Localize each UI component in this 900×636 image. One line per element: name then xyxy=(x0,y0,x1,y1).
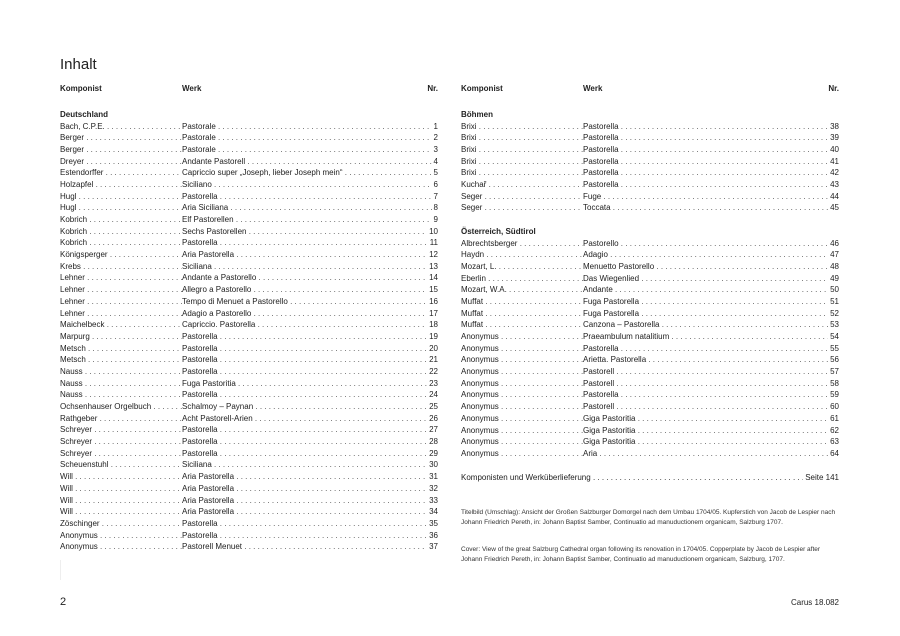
work-number: 55 xyxy=(830,343,839,353)
work-title: Giga Pastoritia . . . xyxy=(583,425,839,437)
composer-name: Hugl . . . xyxy=(60,202,182,214)
work-number: 16 xyxy=(429,296,438,306)
composer-name: Zöschinger . . . xyxy=(60,518,182,530)
header-work: Werk xyxy=(583,84,603,93)
work-number: 59 xyxy=(830,390,839,400)
composer-name: Rathgeber . . . xyxy=(60,413,182,425)
work-title: Pastorale . . . xyxy=(182,132,438,144)
toc-entry xyxy=(461,378,839,390)
header-composer: Komponist xyxy=(60,84,102,93)
toc-entry xyxy=(461,284,839,296)
work-title: Pastorella . . . xyxy=(182,448,438,460)
toc-entry xyxy=(461,425,839,437)
composer-name: Anonymus . . . xyxy=(461,413,583,425)
header-work: Werk xyxy=(182,84,202,93)
work-title: Andante . . . xyxy=(583,284,839,296)
toc-entry xyxy=(461,179,839,191)
toc-entry xyxy=(60,471,438,483)
work-title: Pastorale . . . xyxy=(182,121,438,133)
composer-name: Anonymus . . . xyxy=(461,378,583,390)
composer-name: Anonymus . . . xyxy=(461,425,583,437)
work-title: Pastorell . . . xyxy=(583,401,839,413)
toc-list xyxy=(461,238,839,460)
page-number: 2 xyxy=(60,596,67,608)
toc-entry xyxy=(461,167,839,179)
work-number: 27 xyxy=(429,425,438,435)
work-number: 11 xyxy=(429,238,438,248)
toc-entry xyxy=(60,436,438,448)
work-number: 2 xyxy=(433,133,438,143)
work-number: 50 xyxy=(830,285,839,295)
reference-page: Seite 141 xyxy=(805,472,839,482)
work-title: Pastorell . . . xyxy=(583,378,839,390)
work-number: 38 xyxy=(830,121,839,131)
work-title: Sechs Pastorellen . . . xyxy=(182,226,438,238)
work-title: Aria Pastorella . . . xyxy=(182,495,438,507)
toc-entry xyxy=(461,121,839,133)
composer-name: Scheuenstuhl . . . xyxy=(60,459,182,471)
work-number: 5 xyxy=(433,168,438,178)
toc-list xyxy=(461,121,839,215)
work-title: Pastorella . . . xyxy=(583,132,839,144)
toc-entry xyxy=(461,156,839,168)
work-title: Aria Pastorella . . . xyxy=(182,471,438,483)
composer-name: Brixi . . . xyxy=(461,121,583,133)
composer-name: Anonymus . . . xyxy=(461,354,583,366)
work-number: 18 xyxy=(429,320,438,330)
work-number: 62 xyxy=(830,425,839,435)
toc-entry xyxy=(60,132,438,144)
toc-entry xyxy=(60,296,438,308)
toc-entry xyxy=(60,308,438,320)
composer-name: Marpurg . . . xyxy=(60,331,182,343)
composer-name: Will . . . xyxy=(60,471,182,483)
work-title: Pastorello . . . xyxy=(583,238,839,250)
work-title: Pastorella . . . xyxy=(182,331,438,343)
work-title: Pastorella . . . xyxy=(583,389,839,401)
caption-german: Titelbild (Umschlag): Ansicht der Großen Salzburger Domorgel nach dem Umbau 1704/05. Kupferstich von Jacob de Lespier nach Johann Friedrich Pereth, in: Johann Baptist Samber, Continuatio ad manuductionem organicam, Salzburg 1707. xyxy=(461,509,836,526)
toc-entry xyxy=(461,331,839,343)
toc-entry xyxy=(461,273,839,285)
composer-name: Muffat . . . xyxy=(461,308,583,320)
composer-name: Anonymus . . . xyxy=(60,530,182,542)
work-number: 34 xyxy=(429,507,438,517)
work-number: 29 xyxy=(429,448,438,458)
toc-entry xyxy=(461,238,839,250)
composer-name: Kobrich . . . xyxy=(60,226,182,238)
work-title: Menuetto Pastorello . . . xyxy=(583,261,839,273)
composer-name: Haydn . . . xyxy=(461,249,583,261)
work-title: Pastorella . . . xyxy=(182,354,438,366)
composer-name: Schreyer . . . xyxy=(60,424,182,436)
work-number: 23 xyxy=(429,378,438,388)
work-title: Siciliana . . . xyxy=(182,459,438,471)
work-title: Allegro a Pastorello . . . xyxy=(182,284,438,296)
composer-name: Brixi . . . xyxy=(461,132,583,144)
work-title: Pastorella . . . xyxy=(583,167,839,179)
column-headers xyxy=(60,84,438,96)
work-number: 57 xyxy=(830,367,839,377)
work-number: 61 xyxy=(830,413,839,423)
work-title: Pastorella . . . xyxy=(182,436,438,448)
toc-entry xyxy=(60,495,438,507)
margin-mark xyxy=(60,560,61,580)
composer-name: Berger . . . xyxy=(60,144,182,156)
section-heading: Deutschland xyxy=(60,110,109,119)
toc-entry xyxy=(60,413,438,425)
work-number: 32 xyxy=(429,483,438,493)
work-title: Andante Pastorell . . . xyxy=(182,156,438,168)
composer-name: Brixi . . . xyxy=(461,156,583,168)
toc-entry xyxy=(60,331,438,343)
header-composer: Komponist xyxy=(461,84,503,93)
work-title: Capriccio super „Joseph, lieber Joseph mein“ . . . xyxy=(182,167,438,179)
toc-entry xyxy=(60,319,438,331)
work-number: 1 xyxy=(433,121,438,131)
work-title: Toccata . . . xyxy=(583,202,839,214)
work-number: 15 xyxy=(429,285,438,295)
work-number: 47 xyxy=(830,250,839,260)
composer-name: Will . . . xyxy=(60,506,182,518)
toc-entry xyxy=(60,179,438,191)
composer-name: Seger . . . xyxy=(461,202,583,214)
composer-name: Anonymus . . . xyxy=(461,448,583,460)
work-title: Aria Pastorella . . . xyxy=(182,483,438,495)
work-number: 19 xyxy=(429,331,438,341)
composer-name: Metsch . . . xyxy=(60,343,182,355)
work-number: 60 xyxy=(830,402,839,412)
section-heading: Österreich, Südtirol xyxy=(461,227,536,236)
work-title: Siciliana . . . xyxy=(182,261,438,273)
composer-name: Metsch . . . xyxy=(60,354,182,366)
caption-english: Cover: View of the great Salzburg Cathedral organ following its renovation in 1704/05. Copperplate by Jacob de Lespier after Johann Friedrich Pereth, in: Johann Baptist Samber, Continuatio ad manuductionem organicam, Salzburg, 1707. xyxy=(461,546,821,563)
toc-entry xyxy=(60,459,438,471)
toc-entry xyxy=(461,319,839,331)
work-title: Fuga Pastorella . . . xyxy=(583,296,839,308)
work-title: Adagio a Pastorello . . . xyxy=(182,308,438,320)
composer-name: Nauss . . . xyxy=(60,378,182,390)
toc-entry xyxy=(60,191,438,203)
work-title: Pastorella . . . xyxy=(583,343,839,355)
work-number: 4 xyxy=(433,156,438,166)
composer-name: Anonymus . . . xyxy=(461,436,583,448)
composer-name: Will . . . xyxy=(60,495,182,507)
work-title: Praeambulum natalitium . . . xyxy=(583,331,839,343)
toc-entry xyxy=(60,121,438,133)
toc-entry xyxy=(461,413,839,425)
composer-name: Hugl . . . xyxy=(60,191,182,203)
work-number: 10 xyxy=(429,226,438,236)
work-number: 33 xyxy=(429,495,438,505)
composer-name: Maichelbeck . . . xyxy=(60,319,182,331)
work-title: Aria Pastorella . . . xyxy=(182,506,438,518)
page-title: Inhalt xyxy=(60,56,97,73)
toc-entry xyxy=(60,401,438,413)
work-number: 37 xyxy=(429,542,438,552)
work-number: 14 xyxy=(429,273,438,283)
work-title: Pastorella . . . xyxy=(182,424,438,436)
composer-name: Muffat . . . xyxy=(461,319,583,331)
work-title: Canzona – Pastorella . . . xyxy=(583,319,839,331)
toc-entry xyxy=(60,144,438,156)
toc-entry xyxy=(461,191,839,203)
catalog-number: Carus 18.082 xyxy=(790,598,839,607)
work-title: Pastorella . . . xyxy=(583,144,839,156)
work-number: 44 xyxy=(830,191,839,201)
toc-entry xyxy=(60,284,438,296)
toc-entry xyxy=(461,132,839,144)
work-number: 39 xyxy=(830,133,839,143)
toc-entry xyxy=(60,378,438,390)
work-title: Schalmoy – Paynan . . . xyxy=(182,401,438,413)
toc-entry xyxy=(60,448,438,460)
toc-entry xyxy=(461,144,839,156)
composer-name: Albrechtsberger . . . xyxy=(461,238,583,250)
work-title: Das Wiegenlied . . . xyxy=(583,273,839,285)
composer-name: Lehner . . . xyxy=(60,272,182,284)
composer-name: Eberlin . . . xyxy=(461,273,583,285)
toc-list xyxy=(60,121,438,553)
toc-entry xyxy=(60,389,438,401)
toc-entry xyxy=(60,156,438,168)
composer-name: Anonymus . . . xyxy=(461,343,583,355)
work-number: 46 xyxy=(830,238,839,248)
composer-name: Lehner . . . xyxy=(60,284,182,296)
composer-name: Estendorffer . . . xyxy=(60,167,182,179)
composer-name: Dreyer . . . xyxy=(60,156,182,168)
work-number: 41 xyxy=(830,156,839,166)
work-number: 52 xyxy=(830,308,839,318)
work-title: Pastorale . . . xyxy=(182,144,438,156)
work-number: 45 xyxy=(830,203,839,213)
work-title: Pastorella . . . xyxy=(182,518,438,530)
composer-name: Bach, C.P.E. . . . xyxy=(60,121,182,133)
toc-entry xyxy=(461,366,839,378)
toc-entry xyxy=(60,366,438,378)
toc-entry xyxy=(461,202,839,214)
reference-text: Komponisten und Werküberlieferung . . . xyxy=(461,472,839,484)
toc-entry xyxy=(60,249,438,261)
work-title: Pastorella . . . xyxy=(583,179,839,191)
work-title: Fuga Pastorella . . . xyxy=(583,308,839,320)
work-number: 56 xyxy=(830,355,839,365)
work-number: 9 xyxy=(433,215,438,224)
toc-entry xyxy=(461,261,839,273)
work-title: Giga Pastoritia . . . xyxy=(583,436,839,448)
toc-entry xyxy=(60,518,438,530)
work-title: Arietta. Pastorella . . . xyxy=(583,354,839,366)
work-number: 64 xyxy=(830,448,839,458)
work-number: 12 xyxy=(429,250,438,260)
header-nr: Nr. xyxy=(828,84,839,93)
composer-name: Anonymus . . . xyxy=(461,401,583,413)
work-number: 28 xyxy=(429,437,438,447)
composer-name: Mozart, W.A. . . . xyxy=(461,284,583,296)
composer-name: Anonymus . . . xyxy=(60,541,182,553)
toc-entry xyxy=(60,261,438,273)
composer-name: Berger . . . xyxy=(60,132,182,144)
work-number: 53 xyxy=(830,320,839,330)
toc-entry xyxy=(461,343,839,355)
toc-entry xyxy=(60,202,438,214)
toc-entry xyxy=(60,226,438,238)
toc-entry xyxy=(60,483,438,495)
composer-name: Holzapfel . . . xyxy=(60,179,182,191)
composer-name: Lehner . . . xyxy=(60,308,182,320)
work-title: Pastorella . . . xyxy=(583,156,839,168)
toc-entry xyxy=(60,530,438,542)
work-title: Pastorella . . . xyxy=(182,237,438,249)
work-title: Andante a Pastorello . . . xyxy=(182,272,438,284)
work-title: Aria . . . xyxy=(583,448,839,460)
work-title: Pastorella . . . xyxy=(182,530,438,542)
toc-entry xyxy=(60,541,438,553)
toc-entry xyxy=(461,436,839,448)
work-number: 22 xyxy=(429,366,438,376)
work-title: Aria Pastorella . . . xyxy=(182,249,438,261)
toc-entry xyxy=(461,354,839,366)
reference-row xyxy=(461,472,839,484)
toc-entry xyxy=(60,167,438,179)
section-heading: Böhmen xyxy=(461,110,493,119)
work-number: 17 xyxy=(429,308,438,318)
work-number: 7 xyxy=(433,191,438,201)
work-title: Elf Pastorellen . . . xyxy=(182,214,438,226)
composer-name: Schreyer . . . xyxy=(60,448,182,460)
composer-name: Mozart, L. . . . xyxy=(461,261,583,273)
work-number: 35 xyxy=(429,518,438,528)
toc-entry xyxy=(60,506,438,518)
toc-entry xyxy=(461,389,839,401)
work-number: 54 xyxy=(830,332,839,341)
composer-name: Schreyer . . . xyxy=(60,436,182,448)
toc-entry xyxy=(60,424,438,436)
composer-name: Seger . . . xyxy=(461,191,583,203)
column-headers xyxy=(461,84,839,96)
toc-entry xyxy=(60,343,438,355)
work-title: Acht Pastorell-Arien . . . xyxy=(182,413,438,425)
work-title: Giga Pastoritia . . . xyxy=(583,413,839,425)
composer-name: Kobrich . . . xyxy=(60,237,182,249)
work-title: Pastorella . . . xyxy=(182,343,438,355)
composer-name: Anonymus . . . xyxy=(461,389,583,401)
work-number: 40 xyxy=(830,144,839,154)
composer-name: Krebs . . . xyxy=(60,261,182,273)
work-number: 6 xyxy=(433,179,438,189)
work-number: 20 xyxy=(429,343,438,353)
work-number: 8 xyxy=(433,203,438,213)
work-number: 30 xyxy=(429,460,438,470)
work-title: Pastorella . . . xyxy=(583,121,839,133)
work-title: Siciliano . . . xyxy=(182,179,438,191)
composer-name: Kobrich . . . xyxy=(60,214,182,226)
work-number: 3 xyxy=(433,144,438,154)
work-title: Capriccio. Pastorella . . . xyxy=(182,319,438,331)
work-title: Aria Siciliana . . . xyxy=(182,202,438,214)
composer-name: Königsperger . . . xyxy=(60,249,182,261)
composer-name: Brixi . . . xyxy=(461,167,583,179)
composer-name: Ochsenhauser Orgelbuch . . . xyxy=(60,401,182,413)
work-title: Pastorell Menuet . . . xyxy=(182,541,438,553)
toc-right-column xyxy=(461,84,839,484)
toc-left-column xyxy=(60,84,438,553)
work-title: Pastorella . . . xyxy=(182,191,438,203)
composer-name: Lehner . . . xyxy=(60,296,182,308)
work-title: Fuge . . . xyxy=(583,191,839,203)
toc-entry xyxy=(60,214,438,226)
toc-entry xyxy=(60,237,438,249)
work-title: Adagio . . . xyxy=(583,249,839,261)
work-number: 21 xyxy=(429,355,438,365)
work-title: Tempo di Menuet a Pastorello . . . xyxy=(182,296,438,308)
composer-name: Anonymus . . . xyxy=(461,366,583,378)
composer-name: Nauss . . . xyxy=(60,366,182,378)
work-title: Pastorell . . . xyxy=(583,366,839,378)
work-number: 25 xyxy=(429,402,438,411)
composer-name: Kuchař . . . xyxy=(461,179,583,191)
toc-entry xyxy=(60,272,438,284)
work-number: 51 xyxy=(830,296,839,306)
toc-entry xyxy=(461,249,839,261)
work-number: 42 xyxy=(830,168,839,178)
toc-entry xyxy=(461,308,839,320)
work-number: 26 xyxy=(429,413,438,423)
work-number: 48 xyxy=(830,261,839,271)
work-title: Fuga Pastoritia . . . xyxy=(182,378,438,390)
toc-entry xyxy=(461,296,839,308)
work-number: 24 xyxy=(429,390,438,400)
work-number: 36 xyxy=(429,530,438,540)
work-number: 58 xyxy=(830,378,839,388)
work-number: 43 xyxy=(830,179,839,189)
composer-name: Nauss . . . xyxy=(60,389,182,401)
work-number: 13 xyxy=(429,261,438,271)
toc-entry xyxy=(461,401,839,413)
composer-name: Brixi . . . xyxy=(461,144,583,156)
work-title: Pastorella . . . xyxy=(182,366,438,378)
toc-entry xyxy=(60,354,438,366)
toc-entry xyxy=(461,448,839,460)
header-nr: Nr. xyxy=(427,84,438,93)
work-number: 49 xyxy=(830,273,839,283)
composer-name: Muffat . . . xyxy=(461,296,583,308)
work-title: Pastorella . . . xyxy=(182,389,438,401)
composer-name: Will . . . xyxy=(60,483,182,495)
composer-name: Anonymus . . . xyxy=(461,331,583,343)
work-number: 63 xyxy=(830,437,839,447)
work-number: 31 xyxy=(429,472,438,482)
